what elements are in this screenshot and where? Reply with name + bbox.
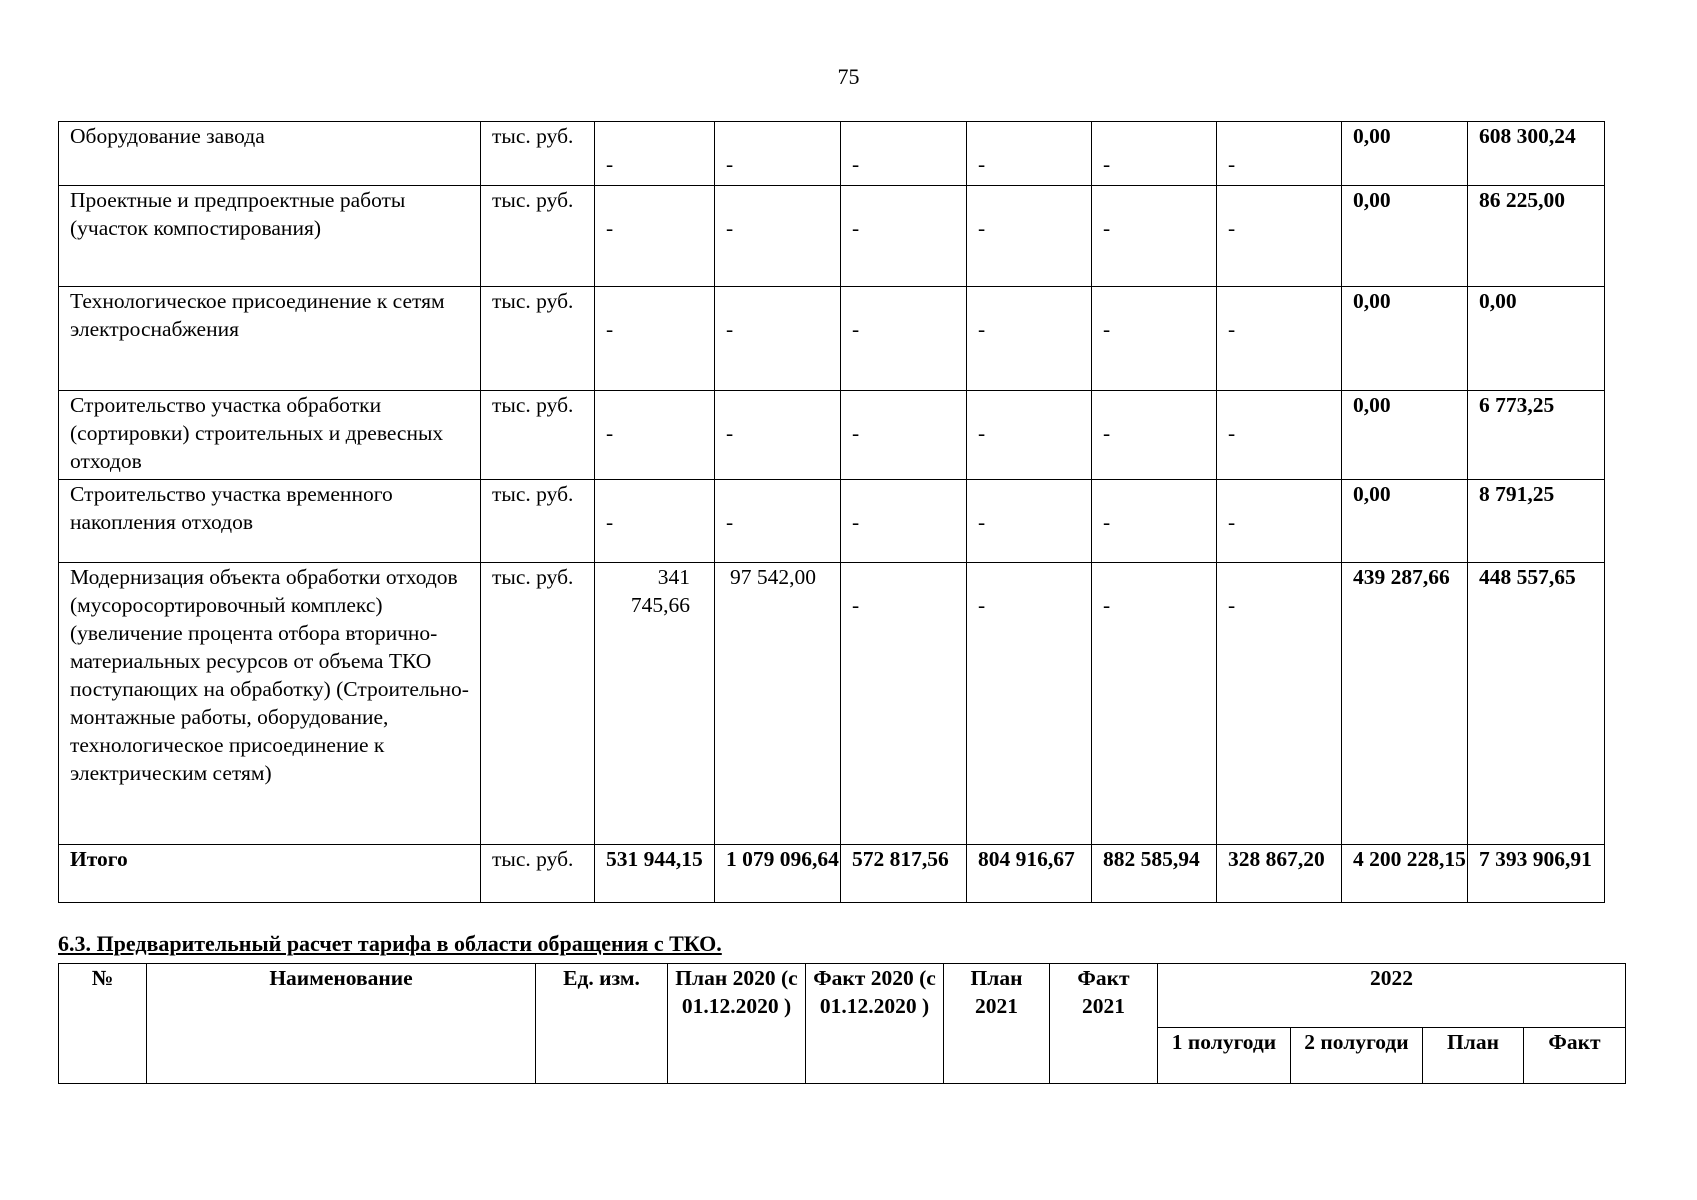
- total-value: 328 867,20: [1217, 845, 1342, 903]
- cell-value: -: [1092, 186, 1217, 287]
- total-row: [59, 845, 1605, 903]
- cell-value: -: [715, 186, 841, 287]
- cell-value: -: [715, 287, 841, 391]
- cell-value: 0,00: [1342, 186, 1468, 287]
- table-row: [59, 563, 1605, 845]
- cell-value: -: [595, 122, 715, 186]
- row-unit: тыс. руб.: [481, 186, 595, 287]
- cell-value: -: [967, 563, 1092, 845]
- total-value: 7 393 906,91: [1468, 845, 1605, 903]
- table-row: [59, 122, 1605, 186]
- row-name: Технологическое присоединение к сетям электроснабжения: [59, 287, 481, 391]
- row-unit: тыс. руб.: [481, 122, 595, 186]
- header-plan: План: [1423, 1028, 1524, 1084]
- cell-value: -: [715, 391, 841, 480]
- cell-value: -: [1092, 122, 1217, 186]
- header-name: Наименование: [147, 964, 536, 1084]
- cell-value: -: [1092, 480, 1217, 563]
- total-value: 882 585,94: [1092, 845, 1217, 903]
- table-row: [59, 287, 1605, 391]
- header-plan-2021: План 2021: [944, 964, 1050, 1084]
- cell-value: -: [1217, 287, 1342, 391]
- cell-value: -: [967, 480, 1092, 563]
- cell-value: 0,00: [1342, 480, 1468, 563]
- cell-value: -: [715, 480, 841, 563]
- cell-value: -: [1217, 563, 1342, 845]
- row-unit: тыс. руб.: [481, 391, 595, 480]
- row-name: Строительство участка обработки (сортировки) строительных и древесных отходов: [59, 391, 481, 480]
- table-row: [59, 391, 1605, 480]
- cell-value: 0,00: [1342, 122, 1468, 186]
- row-name: Оборудование завода: [59, 122, 481, 186]
- row-unit: тыс. руб.: [481, 287, 595, 391]
- cell-value: -: [1092, 391, 1217, 480]
- cell-value: -: [841, 122, 967, 186]
- total-value: 804 916,67: [967, 845, 1092, 903]
- cell-value: 6 773,25: [1468, 391, 1605, 480]
- header-plan-2020: План 2020 (с 01.12.2020 ): [668, 964, 806, 1084]
- cell-value: -: [1217, 480, 1342, 563]
- cell-value: -: [841, 563, 967, 845]
- table-row: [59, 186, 1605, 287]
- cell-value: -: [1092, 563, 1217, 845]
- row-unit: тыс. руб.: [481, 563, 595, 845]
- total-value: 1 079 096,64: [715, 845, 841, 903]
- row-unit: тыс. руб.: [481, 480, 595, 563]
- header-number: №: [59, 964, 147, 1084]
- cell-value: -: [595, 391, 715, 480]
- header-unit: Ед. изм.: [536, 964, 668, 1084]
- row-name: Строительство участка временного накопления отходов: [59, 480, 481, 563]
- header-fact-2021: Факт 2021: [1050, 964, 1158, 1084]
- cell-value: 448 557,65: [1468, 563, 1605, 845]
- total-value: 4 200 228,15: [1342, 845, 1468, 903]
- cell-value: -: [595, 186, 715, 287]
- total-label: Итого: [59, 845, 481, 903]
- cell-value: -: [967, 391, 1092, 480]
- cell-value: 439 287,66: [1342, 563, 1468, 845]
- cell-value: -: [715, 122, 841, 186]
- cell-value: -: [595, 480, 715, 563]
- total-value: 531 944,15: [595, 845, 715, 903]
- total-value: 572 817,56: [841, 845, 967, 903]
- cell-value: 341 745,66: [595, 563, 715, 845]
- page-number: 75: [837, 64, 860, 89]
- header-fact-2020: Факт 2020 (с 01.12.2020 ): [806, 964, 944, 1084]
- cell-value: 608 300,24: [1468, 122, 1605, 186]
- cell-value: -: [841, 480, 967, 563]
- cell-value: -: [967, 287, 1092, 391]
- cell-value: -: [595, 287, 715, 391]
- table-row: [59, 480, 1605, 563]
- investment-costs-table: [58, 121, 1605, 903]
- header-half-1: 1 полугоди: [1158, 1028, 1291, 1084]
- header-fact: Факт: [1524, 1028, 1626, 1084]
- cell-value: 0,00: [1342, 287, 1468, 391]
- tariff-calculation-table: [58, 963, 1626, 1084]
- row-unit: тыс. руб.: [481, 845, 595, 903]
- section-title: 6.3. Предварительный расчет тарифа в области обращения с ТКО.: [58, 931, 722, 956]
- row-name: Модернизация объекта обработки отходов (мусоросортировочный комплекс) (увеличение процента отбора вторично-материальных ресурсов от объема ТКО поступающих на обработку) (Строительно-монтажные работы, оборудование, технологическое присоединение к электрическим сетям): [59, 563, 481, 845]
- cell-value: 86 225,00: [1468, 186, 1605, 287]
- header-row: [59, 964, 1626, 1028]
- cell-value: -: [967, 186, 1092, 287]
- cell-value: 0,00: [1468, 287, 1605, 391]
- cell-value: 97 542,00: [715, 563, 841, 845]
- cell-value: -: [967, 122, 1092, 186]
- cell-value: -: [1217, 391, 1342, 480]
- header-half-2: 2 полугоди: [1291, 1028, 1423, 1084]
- row-name: Проектные и предпроектные работы (участок компостирования): [59, 186, 481, 287]
- cell-value: -: [841, 186, 967, 287]
- header-year-2022: 2022: [1158, 964, 1626, 1028]
- cell-value: -: [1217, 122, 1342, 186]
- cell-value: -: [841, 391, 967, 480]
- cell-value: 8 791,25: [1468, 480, 1605, 563]
- cell-value: -: [841, 287, 967, 391]
- cell-value: 0,00: [1342, 391, 1468, 480]
- cell-value: -: [1217, 186, 1342, 287]
- cell-value: -: [1092, 287, 1217, 391]
